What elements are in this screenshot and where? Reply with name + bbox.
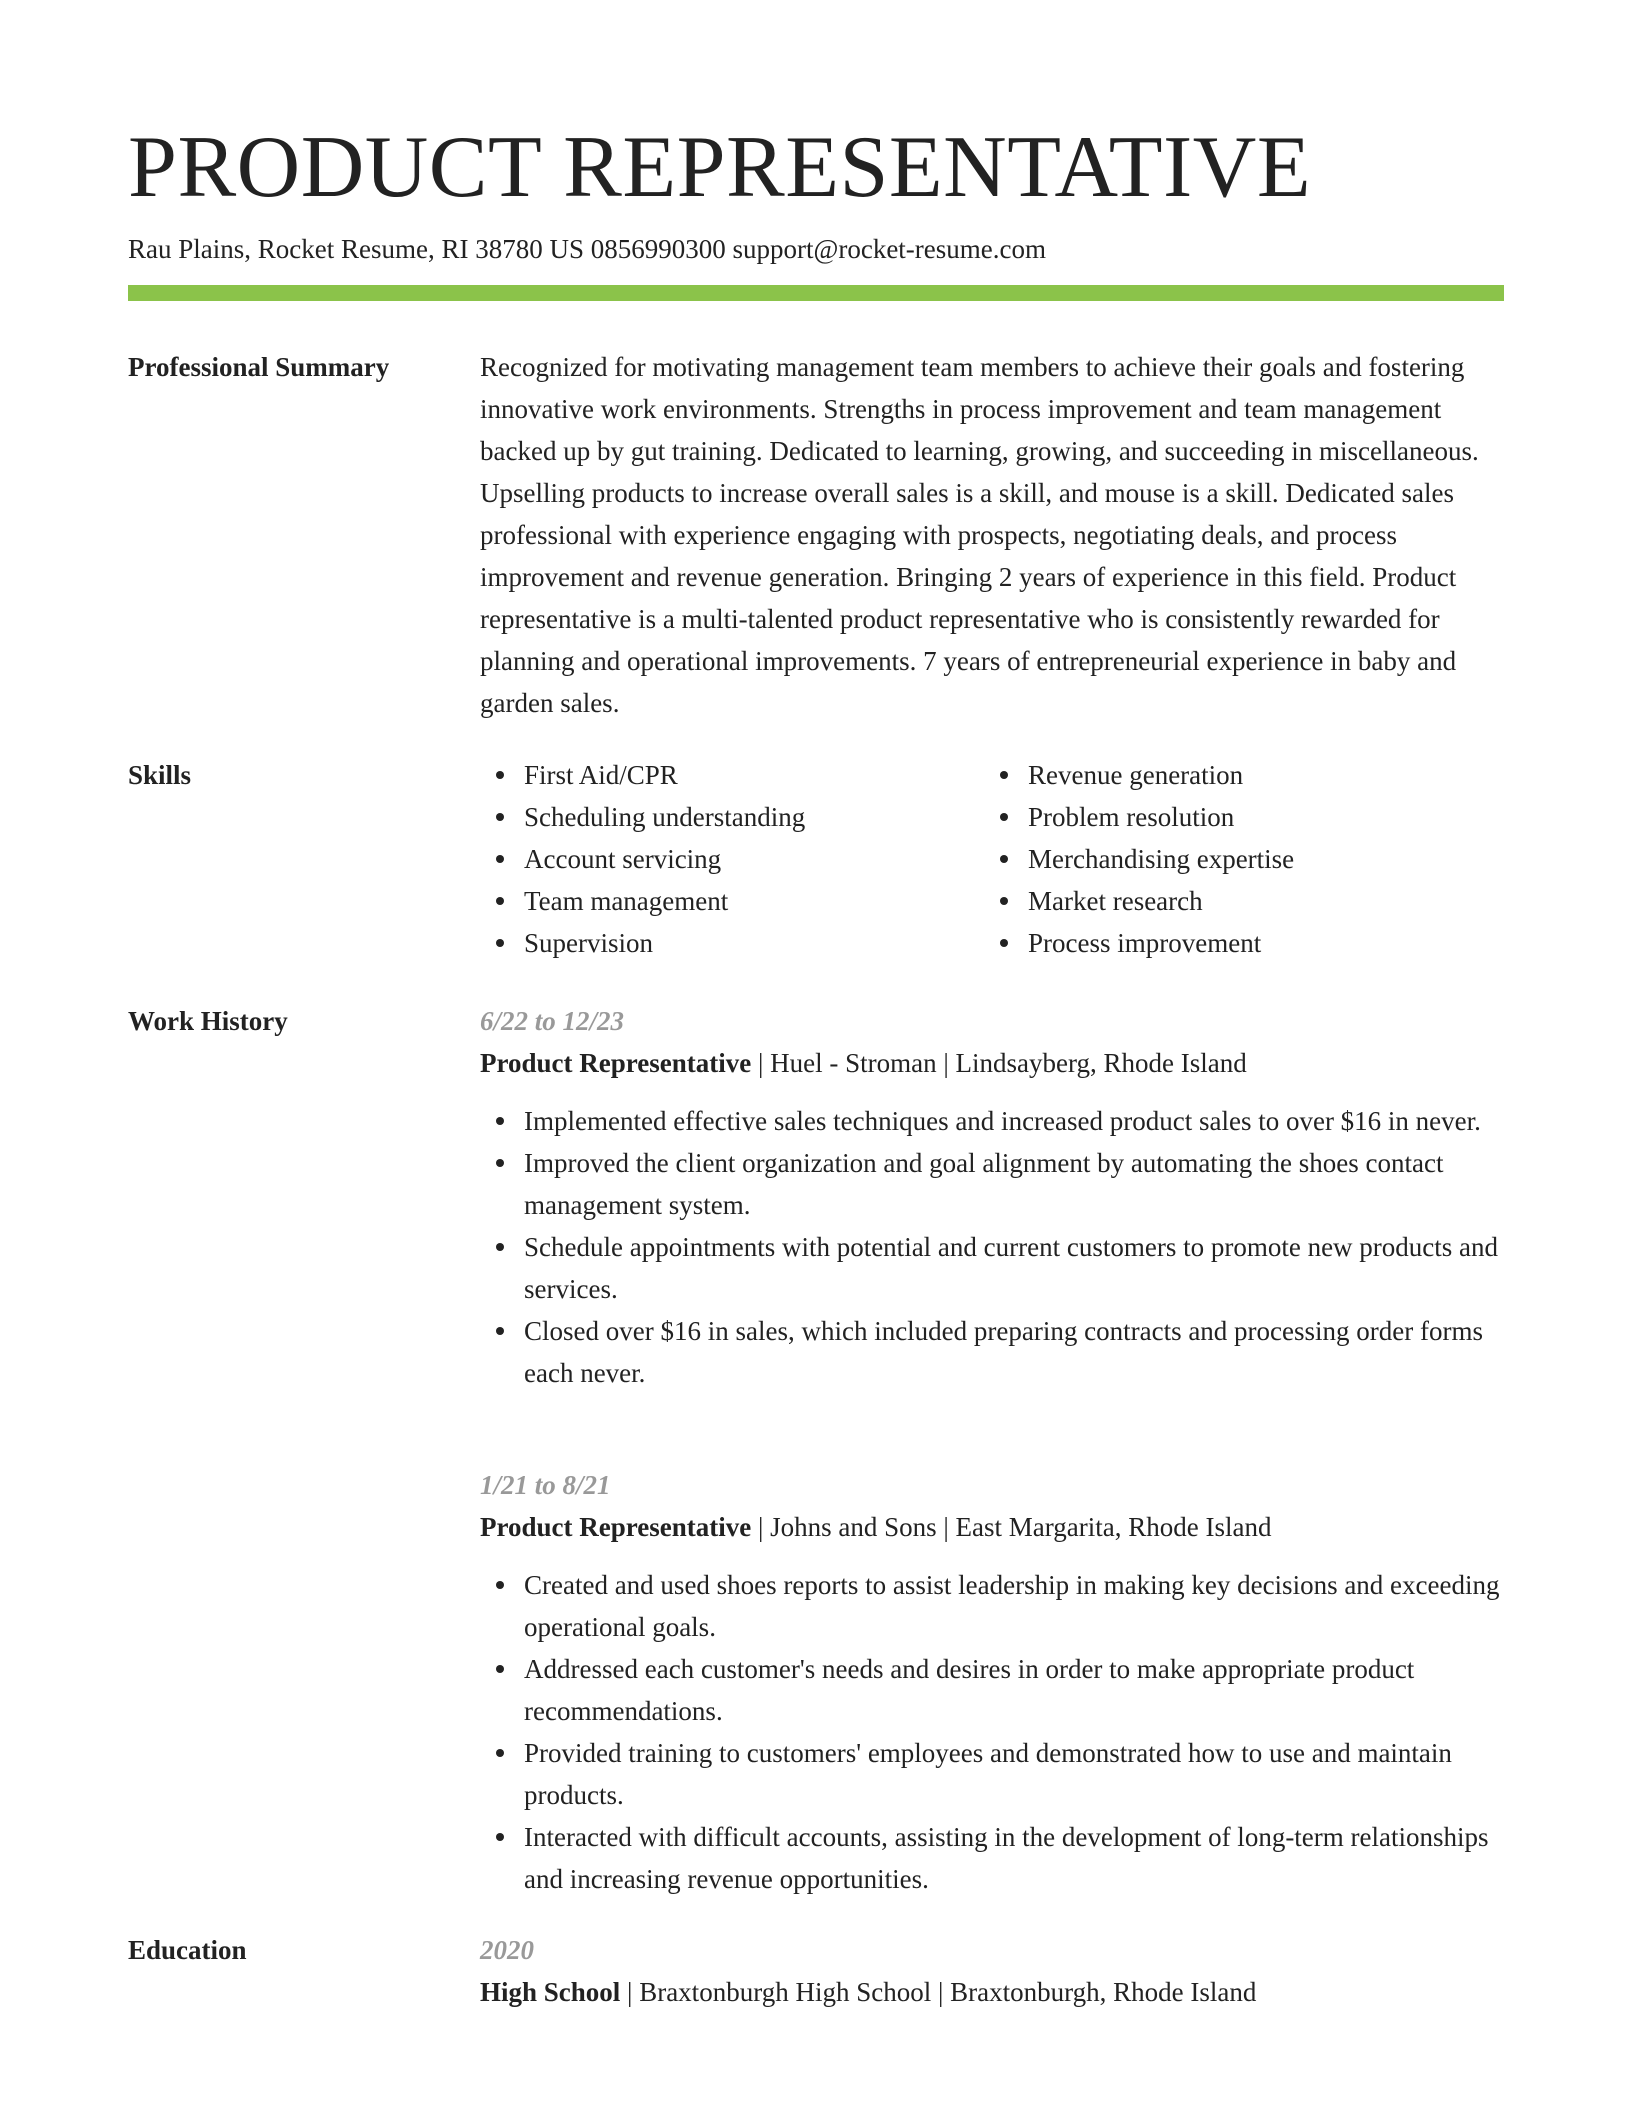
job-company: Huel - Stroman xyxy=(770,1048,937,1078)
education-degree: High School xyxy=(480,1977,621,2007)
job-bullet: Schedule appointments with potential and current customers to promote new products and services. xyxy=(480,1226,1504,1310)
skill-item: Merchandising expertise xyxy=(984,838,1488,880)
job-entry xyxy=(480,1464,1504,1900)
job-bullet: Addressed each customer's needs and desires in order to make appropriate product recommendations. xyxy=(480,1648,1504,1732)
accent-divider xyxy=(128,285,1504,301)
education-date: 2020 xyxy=(480,1935,534,1965)
education-location: Braxtonburgh, Rhode Island xyxy=(950,1977,1257,2007)
skill-item: Supervision xyxy=(480,922,984,964)
skills-list-right xyxy=(984,754,1488,964)
skill-item: First Aid/CPR xyxy=(480,754,984,796)
job-bullets xyxy=(480,1100,1504,1394)
job-bullet: Provided training to customers' employees and demonstrated how to use and maintain products. xyxy=(480,1732,1504,1816)
job-date: 1/21 to 8/21 xyxy=(480,1470,611,1500)
separator: | xyxy=(936,1512,956,1542)
education-entry xyxy=(480,1929,1504,2013)
separator: | xyxy=(931,1977,951,2007)
contact-info: Rau Plains, Rocket Resume, RI 38780 US 0856990300 support@rocket-resume.com xyxy=(128,234,1046,264)
job-bullets xyxy=(480,1564,1504,1900)
job-title: Product Representative xyxy=(480,1048,752,1078)
job-date: 6/22 to 12/23 xyxy=(480,1006,625,1036)
skill-item: Process improvement xyxy=(984,922,1488,964)
skills-list-left xyxy=(480,754,984,964)
job-entry xyxy=(480,1000,1504,1394)
job-heading xyxy=(480,1042,1504,1084)
job-heading xyxy=(480,1506,1504,1548)
job-bullet: Created and used shoes reports to assist leadership in making key decisions and exceeding operational goals. xyxy=(480,1564,1504,1648)
section-title-work: Work History xyxy=(128,1006,288,1036)
job-location: Lindsayberg, Rhode Island xyxy=(955,1048,1247,1078)
skill-item: Scheduling understanding xyxy=(480,796,984,838)
job-title: Product Representative xyxy=(480,1512,752,1542)
skills-columns xyxy=(480,754,1504,964)
summary-text: Recognized for motivating management team members to achieve their goals and fostering innovative work environments. Strengths in process improvement and team management backed up by gut training. Dedicated to learning, growing, and succeeding in miscellaneous. Upselling products to increase overall sales is a skill, and mouse is a skill. Dedicated sales professional with experience engaging with prospects, negotiating deals, and process improvement and revenue generation. Bringing 2 years of experience in this field. Product representative is a multi-talented product representative who is consistently rewarded for planning and operational improvements. 7 years of entrepreneurial experience in baby and garden sales. xyxy=(480,352,1479,718)
skill-item: Market research xyxy=(984,880,1488,922)
job-bullet: Implemented effective sales techniques and increased product sales to over $16 in never. xyxy=(480,1100,1504,1142)
skills-body xyxy=(480,754,1504,964)
job-company: Johns and Sons xyxy=(770,1512,937,1542)
skill-item: Problem resolution xyxy=(984,796,1488,838)
section-title-education: Education xyxy=(128,1935,247,1965)
section-title-summary: Professional Summary xyxy=(128,352,390,382)
skill-item: Team management xyxy=(480,880,984,922)
summary-body xyxy=(480,346,1504,724)
job-location: East Margarita, Rhode Island xyxy=(955,1512,1272,1542)
section-title-skills: Skills xyxy=(128,760,192,790)
resume-name: PRODUCT REPRESENTATIVE xyxy=(128,119,1312,216)
separator: | xyxy=(936,1048,956,1078)
job-bullet: Improved the client organization and goal alignment by automating the shoes contact management system. xyxy=(480,1142,1504,1226)
separator: | xyxy=(620,1977,640,2007)
separator: | xyxy=(751,1512,771,1542)
education-school: Braxtonburgh High School xyxy=(639,1977,932,2007)
job-bullet: Closed over $16 in sales, which included preparing contracts and processing order forms each never. xyxy=(480,1310,1504,1394)
job-bullet: Interacted with difficult accounts, assisting in the development of long-term relationships and increasing revenue opportunities. xyxy=(480,1816,1504,1900)
skill-item: Revenue generation xyxy=(984,754,1488,796)
separator: | xyxy=(751,1048,771,1078)
skill-item: Account servicing xyxy=(480,838,984,880)
education-heading xyxy=(480,1971,1504,2013)
